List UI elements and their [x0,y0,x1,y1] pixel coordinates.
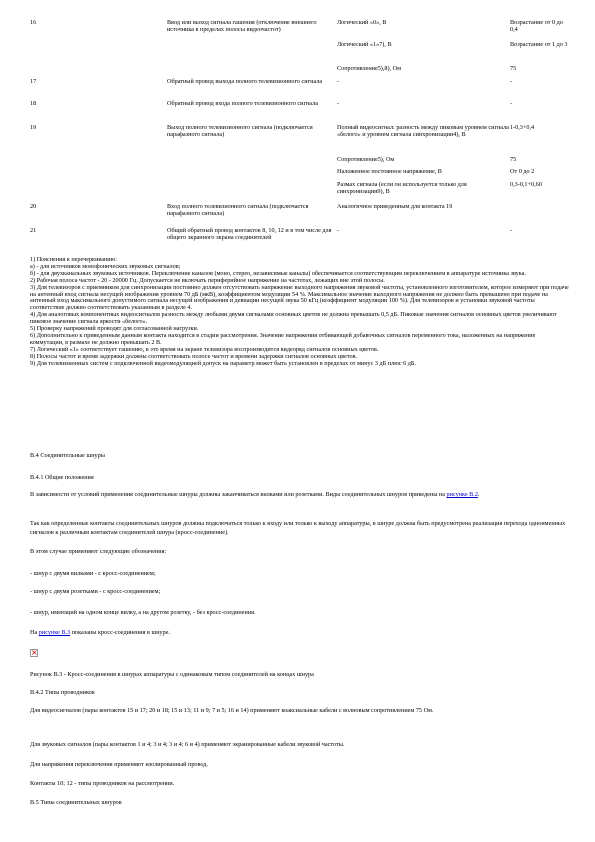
cell-param: Сопротивление5),8), Ом [337,65,402,72]
list-item: - шнур с двумя розетками - с кросс-соединением; [30,588,161,595]
table-notes [30,257,570,368]
cell-param: Наложенное постоянное напряжение, В [337,168,442,175]
cell-name: Вход полного телевизионного сигнала (подключается парафазного сигнала) [167,203,309,218]
cell-param: Логический «0», В [337,19,387,26]
paragraph: Так как определенные контакты соединительных шнуров должны подключаться только к входу или только к выходу аппаратуры, в шнуре должна быть предусмотрена реализация перехода одноименных сигналов к различным контактам соединителей шнура (кросс-соединение). [30,520,566,536]
section-heading: В.5 Типы соединительных шнуров [30,799,122,806]
cell-param: Аналогичное приведенным для контакта 19 [337,203,453,210]
cell-value: - [510,78,513,85]
paragraph-text: показаны кросс-соединения в шнуре. [70,629,171,636]
note: б) - для двухканальных звуковых источников. Переключение каналов (моно, стерео, независимые каналы) обеспечивается соответствующим переключением в аппаратуре источника звука. [30,269,526,277]
cell-value: - [510,100,513,107]
cell-value: Возрастание от 1 до 3 [510,41,568,48]
cell-value: От 0 до 2 [510,168,535,175]
cell-param: Размах сигнала (если он используется только для синхронизации9), В [337,181,467,196]
section-heading: В.4.1 Общие положения [30,474,94,481]
paragraph: Для напряжения переключения применяют изолированный провод. [30,761,208,768]
cell-param: Сопротивление5), Ом [337,156,395,163]
cell-value: Возрастание от 0 до 0,4 [510,19,563,34]
cell-num: 18 [30,100,37,107]
paragraph: Контакты 10; 12 - типы проводников на рассмотрении. [30,780,175,787]
paragraph [30,629,570,638]
figure-link[interactable]: рисунке В.2 [446,491,478,498]
cell-value: 75 [510,156,517,163]
cell-value: 1-0,3+0,4 [510,124,535,131]
figure-caption: Рисунок В.3 - Кросс-соединения в шнурах аппаратуры с одинаковым типом соединителей на концах шнура [30,671,314,678]
paragraph-text: На [30,629,39,636]
cell-param: - [337,227,340,234]
cell-value: 0,3-0,1+0,60 [510,181,542,188]
note: 7) Логический «1» соответствует гашению, в это время на экране телевизора воспроизводится видеоряд сигналов основных цветов. [30,345,379,353]
note: 8) Полосы частот и время задержки должны соответствовать полосе частот и времени задержки сигналов основных цветов. [30,352,358,360]
paragraph: Для видеосигналов (пары контактов 15 и 17; 20 и 18; 15 и 13; 11 и 9; 7 и 5; 16 и 14) применяют коаксиальные кабели с волновым сопротивлением 75 Ом. [30,707,434,714]
list-item: - шнур с двумя вилками - с кросс-соединением; [30,570,156,577]
cell-param: Логический «1»7), В [337,41,392,48]
cell-name: Ввод или выход сигнала гашения (отключение внешнего источника в пределах полосы видеочастот) [167,19,317,34]
note: 9) Для телевизионных систем с подключенной видеомодуляцией допуск на параметр может быть установлен в пределах от минус 3 дБ плюс 6 дБ. [30,359,416,367]
cell-param: Полный видеосигнал: разность между пиковым уровнем сигнала «белого» и уровнем сигнала синхронизации4), В [337,124,509,139]
paragraph: В этом случае применяют следующие обозначения: [30,548,167,555]
paragraph [30,491,570,500]
cell-num: 20 [30,203,37,210]
note: 3) Для телевизоров с приемником для синхронизации постоянно должен отсутствовать напряжение выходного напряжения звуковой частоты, установленного изготовителем, которое измеряют при подаче на антенный вход сигнала несущей изображения уровнем 70 дБ (мкВ), коэффициентом модуляции 54 %. Максимальное значение выходного напряжения не должно быть превышено при подаче на антенный вход максимального допустимого сигнала несущей изображения и девиации несущей звука 50 кГц (коэффициент модуляции 100 %). Для телевизоров и установки звуковой частоты соответствие должно соответствовать указанным в разделе 4. [30,283,569,312]
paragraph: Для звуковых сигналов (пары контактов 1 и 4; 3 и 4; 3 и 4; 6 и 4) применяют экранированные кабели звуковой частоты. [30,741,345,748]
note: 2) Рабочая полоса частот - 20 - 20000 Гц. Допускается не включать периферийное напряжение на частотах, лежащих вне этой полосы. [30,276,385,284]
broken-image-icon [30,649,38,657]
note: 4) Для аналоговых компонентных видеосигналов разность между любыми двумя сигналами основных цветов не должна превышать 0,5 дБ. Пиковые значения сигналов основных цветов увеличивают пиковое значение сигнала яркости «белого». [30,311,557,326]
note: а) - для источников монофонических звуковых сигналов; [30,262,181,270]
section-heading: В.4 Соединительные шнуры [30,452,105,459]
figure-link[interactable]: рисунке В.3 [38,629,71,636]
cell-value: 75 [510,65,517,72]
list-item: - шнур, имеющий на одном конце вилку, а на другом розетку, - без кросс-соединения. [30,609,256,616]
cell-num: 17 [30,78,37,85]
cell-value: - [510,227,513,234]
cell-num: 21 [30,227,37,234]
note: 6) Дополнительно к приведенным данным контакта находится в стадии рассмотрения. Значение напряжения отбивающей добавочных сигналов переменного тока, наложенных на напряжение коммутации, в размахе не должно превышать 2 В. [30,331,536,346]
cell-name: Выход полного телевизионного сигнала (подключается парафазного сигнала) [167,124,313,139]
cell-param: - [337,78,340,85]
cell-name: Общий обратный провод контактов 8, 10, 12 и в том числе для общего экранного экрана соединителей [167,227,332,242]
cell-name: Обратный провод выхода полного телевизионного сигнала [167,78,323,85]
note: 5) Проверку напряжений проводят для согласованной нагрузки. [30,325,199,333]
cell-param: - [337,100,340,107]
cell-num: 19 [30,124,37,131]
cell-num: 16 [30,19,37,26]
cell-name: Обратный провод входа полного телевизионного сигнала [167,100,318,107]
paragraph-text: . [477,491,480,498]
paragraph-text: В зависимости от условий применения соединительные шнуры должны заканчиваться вилками или розетками. Виды соединительных шнуров приведены на [30,491,447,498]
section-heading: В.4.2 Типы проводников [30,689,95,696]
note: 1) Пояснения к перечеркиванию: [30,256,117,263]
